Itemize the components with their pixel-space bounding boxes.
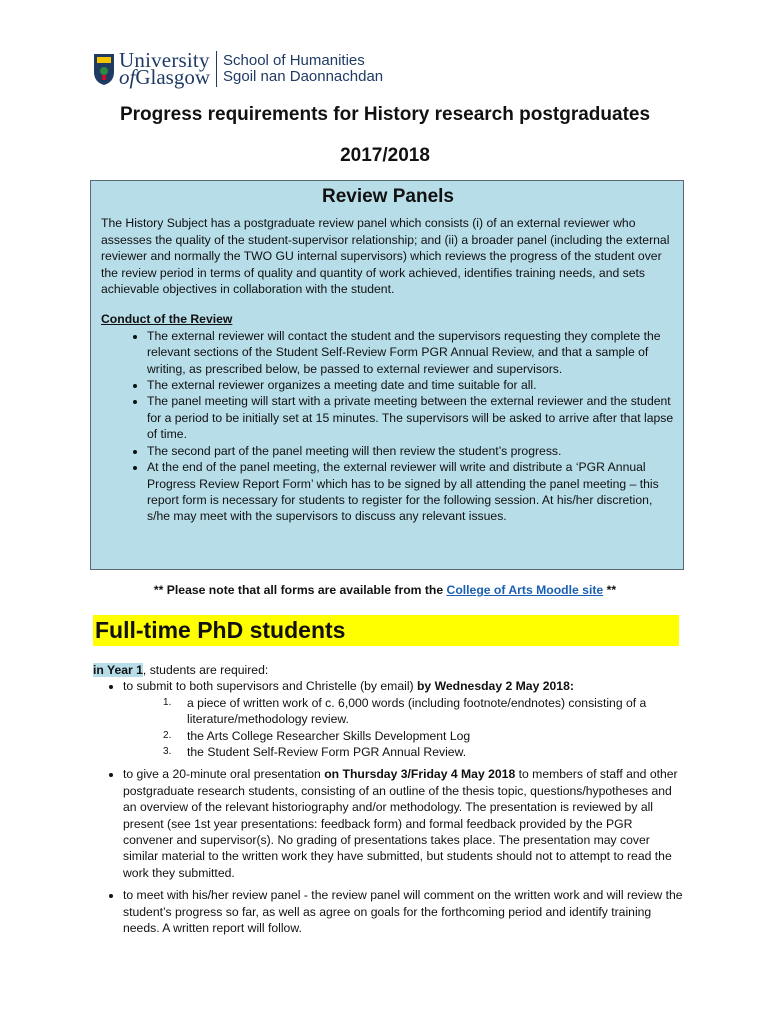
review-panels-intro: The History Subject has a postgraduate review panel which consists (i) of an external reviewer who assesses the quality of the student-supervisor relationship; and (ii) a broader panel (including the external reviewer and normally the TWO GU internal supervisors) which reviews the progress of the student over the review period in terms of quality and quantity of work achieved, identifies training needs, and sets achievable objectives in collaboration with the student. — [101, 216, 670, 297]
moodle-link[interactable]: College of Arts Moodle site — [446, 583, 604, 597]
forms-note — [0, 583, 770, 597]
year1-label: in Year 1 — [93, 663, 143, 677]
requirement-item — [123, 766, 683, 881]
conduct-item: • At the end of the panel meeting, the external reviewer will write and distribute a ‘PGR Annual Progress Review Report Form’ which has to be signed by all attending the panel meeting – this report form is necessary for students to register for the following session. At his/her discretion, s/he may meet with the supervisors to discuss any relevant issues. — [147, 459, 675, 525]
submission-list — [123, 695, 683, 761]
bullet1-deadline: by Wednesday 2 May 2018: — [416, 679, 574, 694]
submission-item: a piece of written work of c. 6,000 words (including footnote/endnotes) consisting of a literature/methodology review. — [187, 695, 647, 727]
logo-divider — [216, 51, 217, 87]
year1-intro — [93, 662, 683, 678]
school-line-2: Sgoil nan Daonnachdan — [223, 68, 384, 85]
requirement-item — [123, 678, 683, 760]
conduct-item: • The external reviewer will contact the student and the supervisors requesting they complete the relevant sections of the Student Self-Review Form PGR Annual Review, and that a sample of writing, as prescribed below, be passed to external reviewer and supervisors. — [147, 328, 675, 377]
year1-section — [93, 662, 683, 943]
bullet1-text: to submit to both supervisors and Christelle (by email) — [123, 679, 417, 694]
bullet2-details: to members of staff and other postgraduate research students, consisting of an outline of the thesis topic, questions/hypotheses and an overview of the relevant historiography and/or methodology. The presentation is reviewed by all present (see 1st year presentations: feedback form) and formal feedback provided by the PGR convener and supervisor(s). No grading of presentations takes place. The presentation may cover similar material to the written work they have submitted, but students should not to attempt to read the work they submitted. — [123, 767, 678, 880]
year1-requirements — [93, 678, 683, 936]
bullet2-text: to give a 20-minute oral presentation — [123, 767, 325, 782]
university-logo — [93, 49, 383, 89]
school-line-1: School of Humanities — [223, 52, 365, 69]
submission-item: the Arts College Researcher Skills Development Log — [187, 728, 471, 743]
document-title: Progress requirements for History research postgraduates — [119, 104, 651, 125]
review-panels-box — [90, 180, 684, 570]
crest-icon — [93, 52, 115, 86]
conduct-list — [101, 328, 675, 525]
conduct-item: • The second part of the panel meeting will then review the student’s progress. — [147, 443, 675, 459]
logo-university: University — [119, 48, 210, 72]
conduct-item: • The external reviewer organizes a meeting date and time suitable for all. — [147, 377, 675, 393]
academic-year: 2017/2018 — [340, 145, 430, 166]
requirement-item: • to meet with his/her review panel - the review panel will comment on the written work and will review the student’s progress so far, as well as agree on goals for the forthcoming period and identify training needs. A written report will follow. — [123, 887, 683, 936]
school-name — [223, 53, 383, 85]
bullet2-date: on Thursday 3/Friday 4 May 2018 — [324, 767, 516, 782]
university-wordmark — [119, 48, 211, 89]
logo-of: of — [119, 65, 136, 89]
note-suffix: ** — [603, 583, 617, 597]
logo-glasgow: Glasgow — [135, 65, 211, 89]
note-prefix: ** Please note that all forms are available from the — [153, 583, 447, 597]
year1-label-suffix: , students are required: — [142, 663, 269, 677]
submission-item: the Student Self-Review Form PGR Annual Review. — [187, 745, 467, 760]
review-panels-heading: Review Panels — [321, 186, 455, 207]
fulltime-heading: Full-time PhD students — [93, 615, 679, 646]
conduct-item: • The panel meeting will start with a private meeting between the external reviewer and the student for a period to be initially set at 15 minutes. The supervisors will be asked to arrive after that lapse of time. — [147, 393, 675, 442]
conduct-heading: Conduct of the Review — [101, 312, 233, 327]
